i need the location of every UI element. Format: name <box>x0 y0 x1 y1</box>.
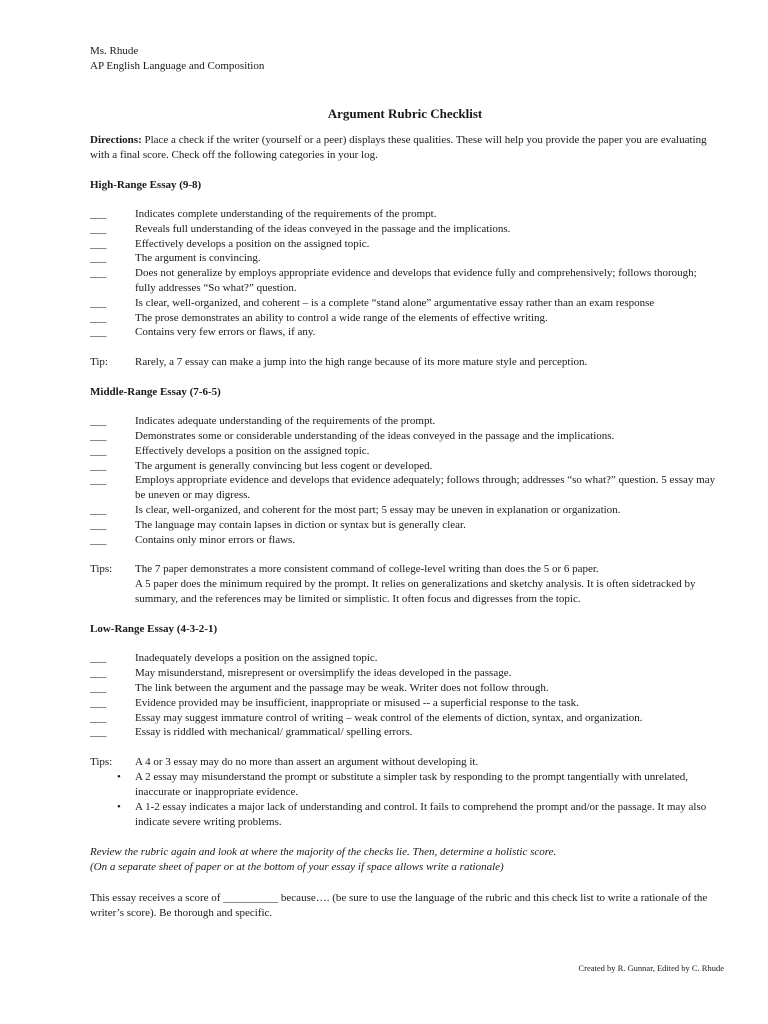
tip-text: Rarely, a 7 essay can make a jump into the high range because of its more mature style and perception. <box>135 356 588 369</box>
item-text: Indicates adequate understanding of the requirements of the prompt. <box>135 415 436 428</box>
item-text: Contains only minor errors or flaws. <box>135 533 296 546</box>
item-text: Does not generalize by employs appropriate evidence and develops that evidence fully and comprehensively; follows thorough; fully addresses “So what?” question. <box>135 267 697 294</box>
directions-label: Directions: <box>90 134 142 146</box>
checklist-item <box>90 696 720 711</box>
bullet-item <box>117 800 720 830</box>
bullet-text: A 2 essay may misunderstand the prompt or substitute a simpler task by responding to the prompt tangentially with unrelated, inaccurate or inappropriate evidence. <box>135 771 688 799</box>
bullet-icon: • <box>117 771 121 784</box>
checklist-item <box>90 473 720 503</box>
tip-text: A 4 or 3 essay may do no more than assert an argument without developing it. <box>135 756 479 769</box>
check-blank[interactable]: ___ <box>90 711 107 724</box>
check-blank[interactable]: ___ <box>90 459 107 472</box>
check-blank[interactable]: ___ <box>90 208 107 220</box>
check-blank[interactable]: ___ <box>90 252 107 265</box>
high-range-heading: High-Range Essay (9-8) <box>90 179 202 191</box>
item-text: Effectively develops a position on the assigned topic. <box>135 237 370 250</box>
score-statement: This essay receives a score of __________ because…. (be sure to use the language of the rubric and this check list to write a rationale of the writer’s score). Be thorough and specific. <box>90 892 708 920</box>
review-instructions <box>90 845 720 875</box>
check-blank[interactable]: ___ <box>90 296 107 309</box>
checklist-item <box>90 459 720 474</box>
course-name: AP English Language and Composition <box>90 60 265 72</box>
tip-bullets <box>117 770 720 830</box>
checklist-item <box>90 711 720 726</box>
checklist-item <box>90 237 720 252</box>
checklist-item <box>90 666 720 681</box>
checklist-item <box>90 266 720 296</box>
tip-text: A 5 paper does the minimum required by the prompt. It relies on generalizations and sketchy analysis. It is often sidetracked by summary, and the references may be limited or simplistic. It often focus and digresses from the topic. <box>135 578 696 606</box>
item-text: The argument is convincing. <box>135 252 261 265</box>
item-text: Is clear, well-organized, and coherent for the most part; 5 essay may be uneven in explanation or organization. <box>135 503 621 516</box>
checklist-item <box>90 651 720 666</box>
checklist-item <box>90 251 720 266</box>
checklist-item <box>90 296 720 311</box>
check-blank[interactable]: ___ <box>90 681 107 694</box>
middle-range-list <box>90 414 720 547</box>
tip-text: The 7 paper demonstrates a more consistent command of college-level writing than does the 5 or 6 paper. <box>135 563 599 576</box>
check-blank[interactable]: ___ <box>90 267 107 280</box>
tips-label: Tips: <box>90 756 113 769</box>
check-blank[interactable]: ___ <box>90 667 107 680</box>
checklist-item <box>90 207 720 222</box>
tip-label: Tip: <box>90 356 108 369</box>
checklist-item <box>90 429 720 444</box>
middle-range-heading: Middle-Range Essay (7-6-5) <box>90 386 221 399</box>
item-text: The link between the argument and the passage may be weak. Writer does not follow through. <box>135 681 549 694</box>
checklist-item <box>90 325 720 340</box>
document-page <box>90 44 720 921</box>
item-text: Employs appropriate evidence and develops that evidence adequately; follows through; addresses “so what?” question. 5 essay may be uneven or may digress. <box>135 474 716 502</box>
checklist-item <box>90 311 720 326</box>
page-title: Argument Rubric Checklist <box>327 106 483 121</box>
directions-text: Place a check if the writer (yourself or a peer) displays these qualities. These will help you provide the paper you are evaluating with a final score. Check off the following categories in your log. <box>90 134 707 161</box>
item-text: Indicates complete understanding of the requirements of the prompt. <box>135 208 437 220</box>
teacher-name: Ms. Rhude <box>90 45 139 57</box>
check-blank[interactable]: ___ <box>90 415 107 428</box>
checklist-item <box>90 414 720 429</box>
review-line: (On a separate sheet of paper or at the bottom of your essay if space allows write a rationale) <box>90 861 504 874</box>
check-blank[interactable]: ___ <box>90 503 107 516</box>
item-text: Demonstrates some or considerable understanding of the ideas conveyed in the passage and the implications. <box>135 429 615 442</box>
check-blank[interactable]: ___ <box>90 533 107 546</box>
checklist-item <box>90 725 720 740</box>
item-text: Inadequately develops a position on the assigned topic. <box>135 652 378 665</box>
item-text: Contains very few errors or flaws, if any. <box>135 326 316 339</box>
item-text: The language may contain lapses in diction or syntax but is generally clear. <box>135 518 466 531</box>
check-blank[interactable]: ___ <box>90 474 107 487</box>
check-blank[interactable]: ___ <box>90 652 107 665</box>
item-text: The prose demonstrates an ability to control a wide range of the elements of effective writing. <box>135 311 548 324</box>
check-blank[interactable]: ___ <box>90 518 107 531</box>
bullet-text: A 1-2 essay indicates a major lack of understanding and control. It fails to comprehend the prompt and/or the passage. It may also indicate severe writing problems. <box>135 801 707 829</box>
item-text: Evidence provided may be insufficient, inappropriate or misused -- a superficial response to the task. <box>135 696 579 709</box>
high-range-list <box>90 207 720 340</box>
item-text: Essay may suggest immature control of writing – weak control of the elements of diction, syntax, and organization. <box>135 711 643 724</box>
check-blank[interactable]: ___ <box>90 311 107 324</box>
check-blank[interactable]: ___ <box>90 696 107 709</box>
checklist-item <box>90 222 720 237</box>
tips-label: Tips: <box>90 563 113 576</box>
checklist-item <box>90 503 720 518</box>
check-blank[interactable]: ___ <box>90 222 107 235</box>
check-blank[interactable]: ___ <box>90 237 107 250</box>
item-text: May misunderstand, misrepresent or oversimplify the ideas developed in the passage. <box>135 667 512 680</box>
high-range-tip <box>90 355 720 370</box>
low-range-heading: Low-Range Essay (4-3-2-1) <box>90 623 218 636</box>
checklist-item <box>90 518 720 533</box>
check-blank[interactable]: ___ <box>90 726 107 739</box>
checklist-item <box>90 681 720 696</box>
item-text: Effectively develops a position on the assigned topic. <box>135 444 370 457</box>
check-blank[interactable]: ___ <box>90 326 107 339</box>
item-text: Is clear, well-organized, and coherent – is a complete “stand alone” argumentative essay rather than an exam response <box>135 296 655 309</box>
bullet-item <box>117 770 720 800</box>
check-blank[interactable]: ___ <box>90 444 107 457</box>
low-range-tips <box>90 755 720 830</box>
middle-range-tips <box>90 562 720 607</box>
credit-line: Created by R. Gunnar, Edited by C. Rhude <box>578 963 724 973</box>
item-text: Reveals full understanding of the ideas conveyed in the passage and the implications. <box>135 222 511 235</box>
check-blank[interactable]: ___ <box>90 429 107 442</box>
low-range-list <box>90 651 720 740</box>
checklist-item <box>90 533 720 548</box>
item-text: The argument is generally convincing but less cogent or developed. <box>135 459 433 472</box>
review-line: Review the rubric again and look at where the majority of the checks lie. Then, determine a holistic score. <box>90 846 557 859</box>
checklist-item <box>90 444 720 459</box>
header <box>90 44 720 74</box>
item-text: Essay is riddled with mechanical/ grammatical/ spelling errors. <box>135 726 413 739</box>
bullet-icon: • <box>117 801 121 814</box>
directions <box>90 133 720 163</box>
